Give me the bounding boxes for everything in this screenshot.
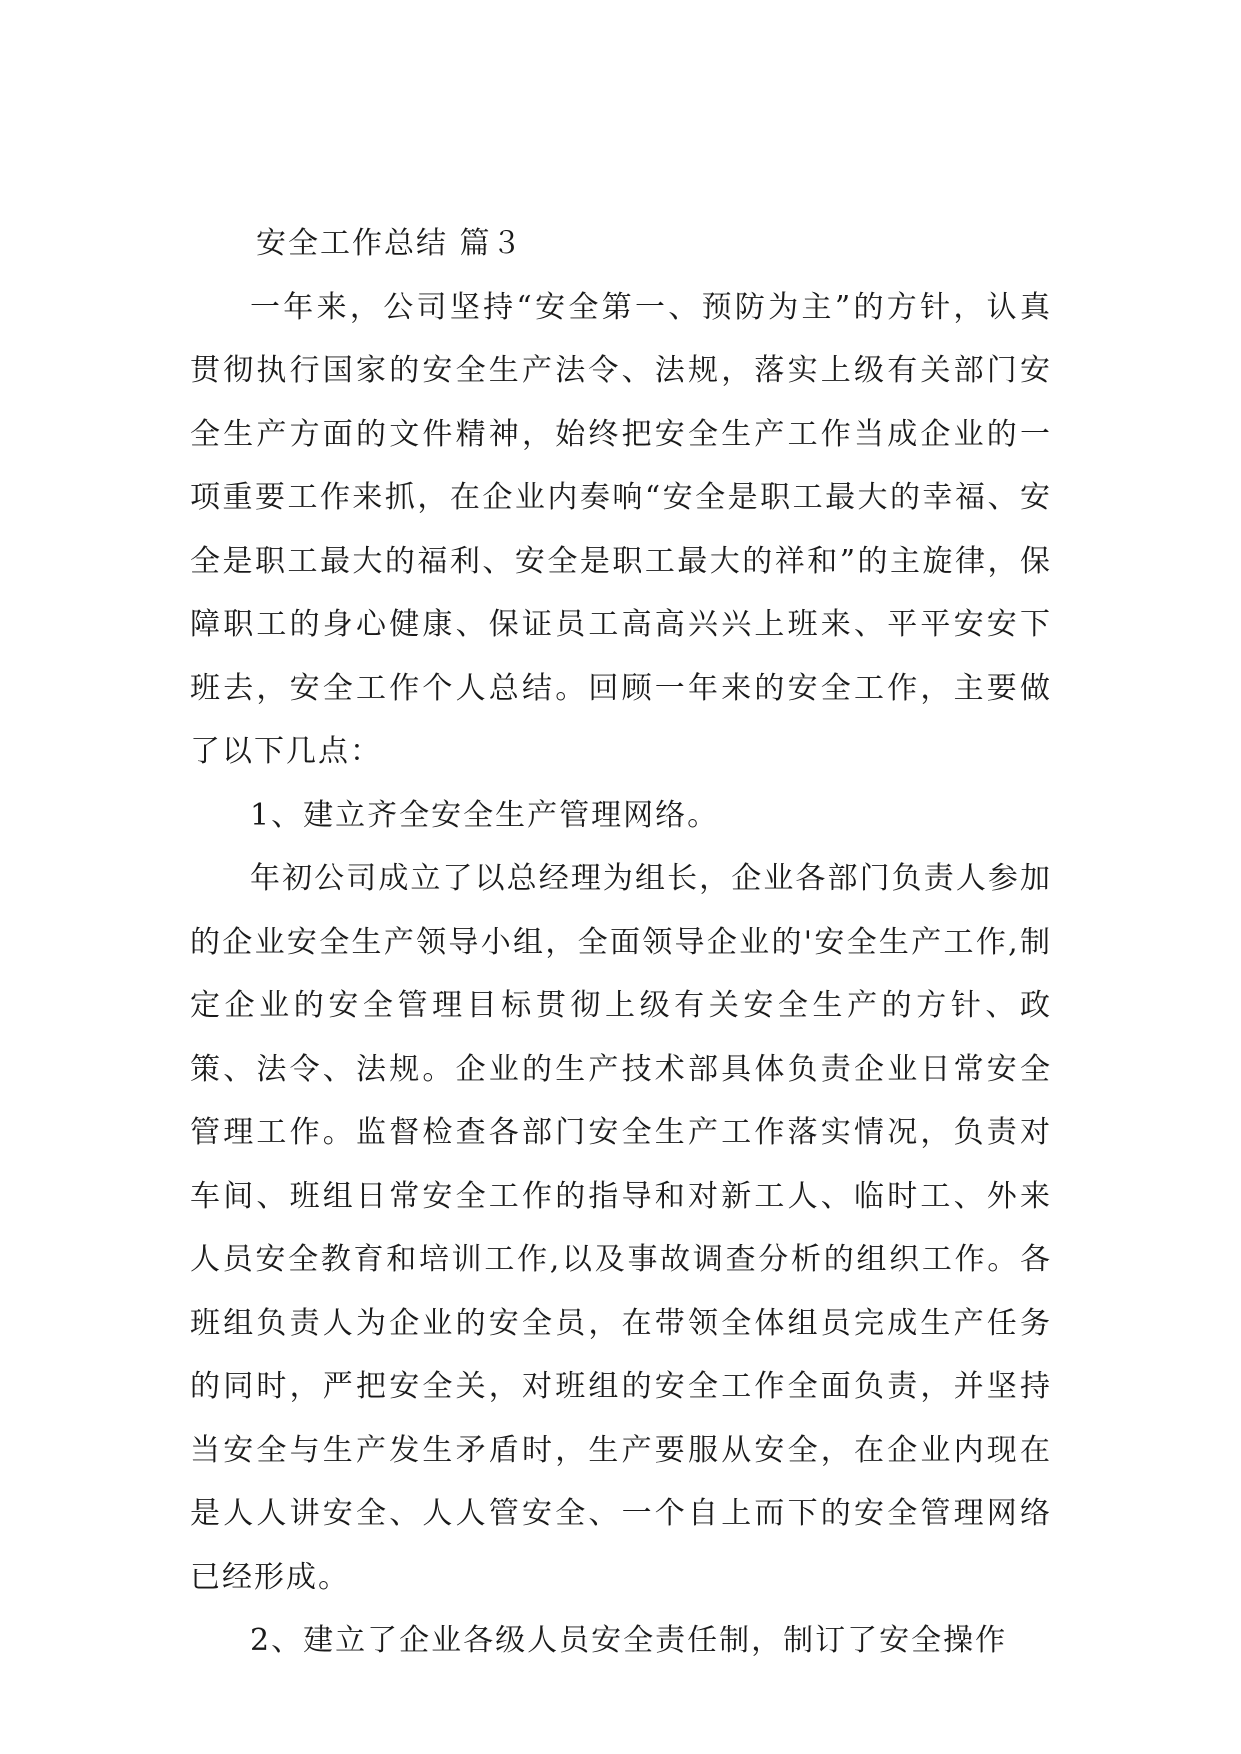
document-body <box>190 212 1052 1673</box>
paragraph-intro: 一年来，公司坚持“安全第一、预防为主”的方针，认真贯彻执行国家的安全生产法令、法规，落实上级有关部门安全生产方面的文件精神，始终把安全生产工作当成企业的一项重要工作来抓，在企业内奏响“安全是职工最大的幸福、安全是职工最大的福利、安全是职工最大的祥和”的主旋律，保障职工的身心健康、保证员工高高兴兴上班来、平平安安下班去，安全工作个人总结。回顾一年来的安全工作，主要做了以下几点： <box>190 289 1052 769</box>
section-title: 安全工作总结 篇３ <box>256 226 524 261</box>
paragraph-point-1-body: 年初公司成立了以总经理为组长，企业各部门负责人参加的企业安全生产领导小组，全面领导企业的'安全生产工作,制定企业的安全管理目标贯彻上级有关安全生产的方针、政策、法令、法规。企业的生产技术部具体负责企业日常安全管理工作。监督检查各部门安全生产工作落实情况，负责对车间、班组日常安全工作的指导和对新工人、临时工、外来人员安全教育和培训工作,以及事故调查分析的组织工作。各班组负责人为企业的安全员，在带领全体组员完成生产任务的同时，严把安全关，对班组的安全工作全面负责，并坚持当安全与生产发生矛盾时，生产要服从安全，在企业内现在是人人讲安全、人人管安全、一个自上而下的安全管理网络已经形成。 <box>190 861 1052 1595</box>
paragraph-point-2-heading: 2、建立了企业各级人员安全责任制，制订了安全操作 <box>250 1623 1008 1658</box>
paragraph-point-1-heading: 1、建立齐全安全生产管理网络。 <box>250 797 720 833</box>
